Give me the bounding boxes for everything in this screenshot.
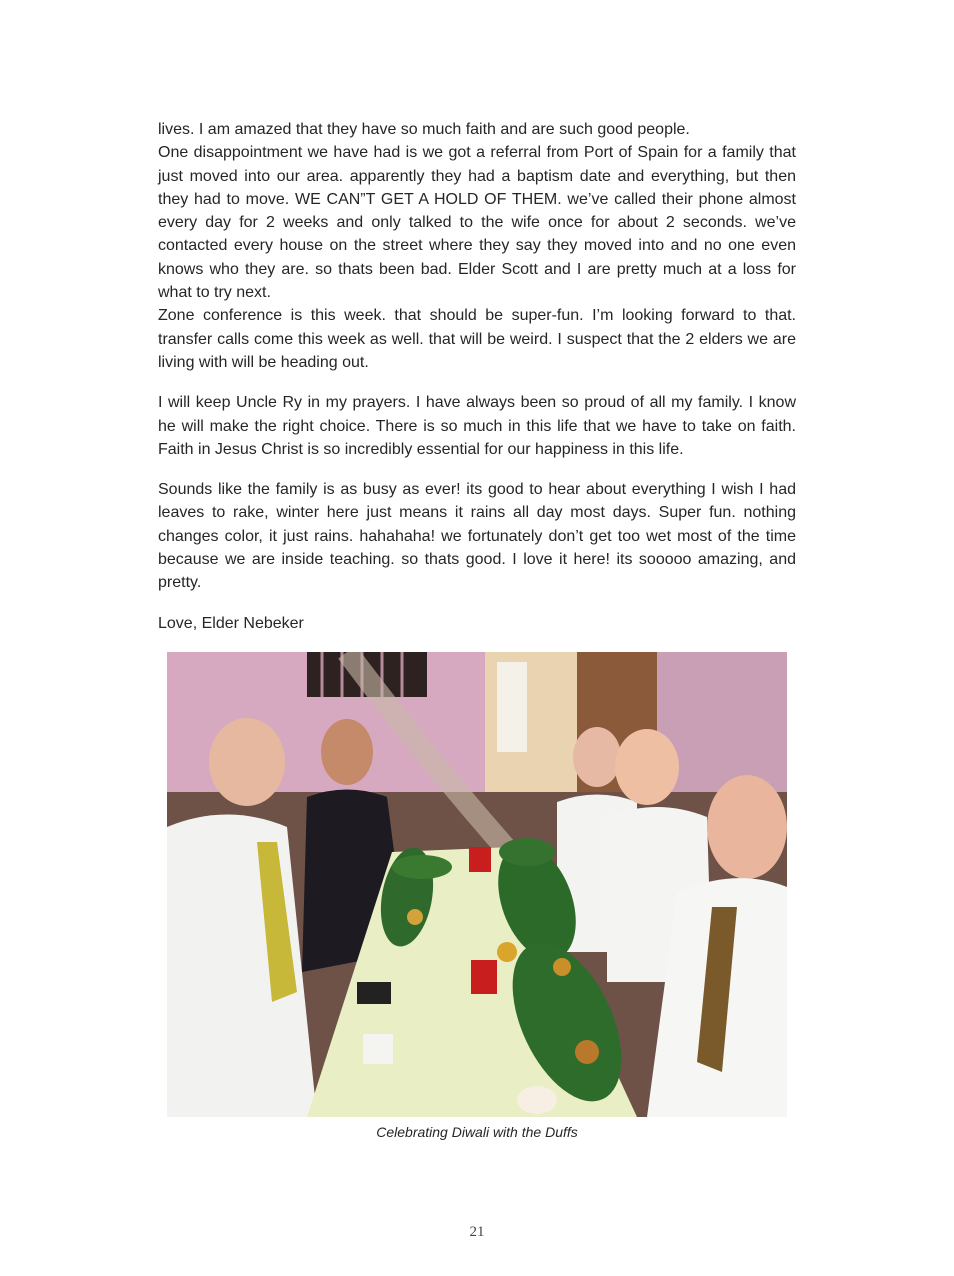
signature-line: Love, Elder Nebeker — [158, 614, 304, 632]
page-number: 21 — [469, 1224, 485, 1240]
diwali-dinner-photo — [167, 652, 787, 1117]
paragraph-2: One disappointment we have had is we got a referral from Port of Spain for a family that just moved into our area. apparently they had a baptism date and everything, but then they had to move. WE CAN”T GET A HOLD OF THEM. we’ve called their phone almost every day for 2 weeks and only talked to the wife once for about 2 seconds. we’ve contacted every house on the street where they say they moved into and no one even knows who they are. so thats been bad. Elder Scott and I are pretty much at a loss for what to try next. — [158, 144, 796, 302]
photo-caption: Celebrating Diwali with the Duffs — [376, 1124, 578, 1140]
paragraph-4: I will keep Uncle Ry in my prayers. I have always been so proud of all my family. I know he will make the right choice. There is so much in this life that we have to take on faith. Faith in Jesus Christ is so incredibly essential for our happiness in this life. — [158, 394, 796, 458]
paragraph-5: Sounds like the family is as busy as ever! its good to hear about everything I wish I had leaves to rake, winter here just means it rains all day most days. Super fun. nothing changes color, it just rains. hahahaha! we fortunately don’t get too wet most of the time because we are inside teaching. so thats good. I love it here! its sooooo amazing, and pretty. — [158, 481, 796, 592]
letter-body — [158, 118, 796, 635]
paragraph-3: Zone conference is this week. that should be super-fun. I’m looking forward to that. transfer calls come this week as well. that will be weird. I suspect that the 2 elders we are living with will be heading out. — [158, 307, 796, 371]
paragraph-1: lives. I am amazed that they have so much faith and are such good people. — [158, 121, 690, 138]
